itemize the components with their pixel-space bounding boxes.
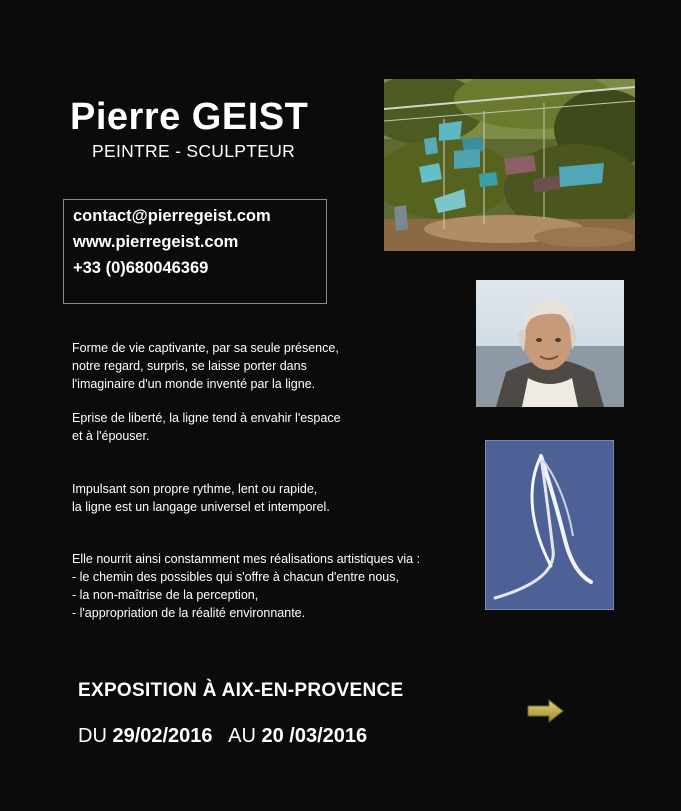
text-line: la ligne est un langage universel et intemporel. (72, 500, 330, 514)
description-paragraph-3 (72, 480, 330, 516)
text-line: - le chemin des possibles qui s'offre à chacun d'entre nous, (72, 570, 399, 584)
description-paragraph-2 (72, 409, 341, 445)
artist-portrait-photo (476, 280, 624, 407)
exposition-dates (78, 725, 367, 748)
sculpture-garden-photo (384, 79, 635, 251)
contact-box (63, 199, 327, 304)
description-paragraph-1 (72, 339, 339, 393)
text-line: - l'appropriation de la réalité environnante. (72, 606, 306, 620)
artist-profession: PEINTRE - SCULPTEUR (92, 141, 296, 161)
text-line: Forme de vie captivante, par sa seule présence, (72, 341, 339, 355)
text-line: l'imaginaire d'un monde inventé par la ligne. (72, 377, 316, 391)
au-label: AU (228, 725, 256, 747)
text-line: Eprise de liberté, la ligne tend à envahir l'espace (72, 411, 341, 425)
start-date: 29/02/2016 (112, 725, 213, 747)
contact-phone: +33 (0)680046369 (73, 259, 209, 277)
text-line: Impulsant son propre rythme, lent ou rapide, (72, 482, 318, 496)
du-label: DU (78, 725, 107, 747)
description-paragraph-4 (72, 550, 420, 622)
next-arrow-button[interactable] (527, 698, 564, 724)
text-line: notre regard, surpris, se laisse porter dans (72, 359, 307, 373)
contact-website: www.pierregeist.com (73, 233, 239, 251)
contact-email: contact@pierregeist.com (73, 207, 271, 225)
text-line: - la non-maîtrise de la perception, (72, 588, 259, 602)
text-line: et à l'épouser. (72, 429, 150, 443)
arrow-right-icon (527, 698, 564, 724)
artist-name: Pierre GEIST (70, 96, 309, 138)
text-line: Elle nourrit ainsi constamment mes réalisations artistiques via : (72, 552, 421, 566)
end-date: 20 /03/2016 (261, 725, 368, 747)
exposition-title: EXPOSITION À AIX-EN-PROVENCE (78, 680, 404, 701)
sculpture-line-photo (485, 440, 614, 610)
